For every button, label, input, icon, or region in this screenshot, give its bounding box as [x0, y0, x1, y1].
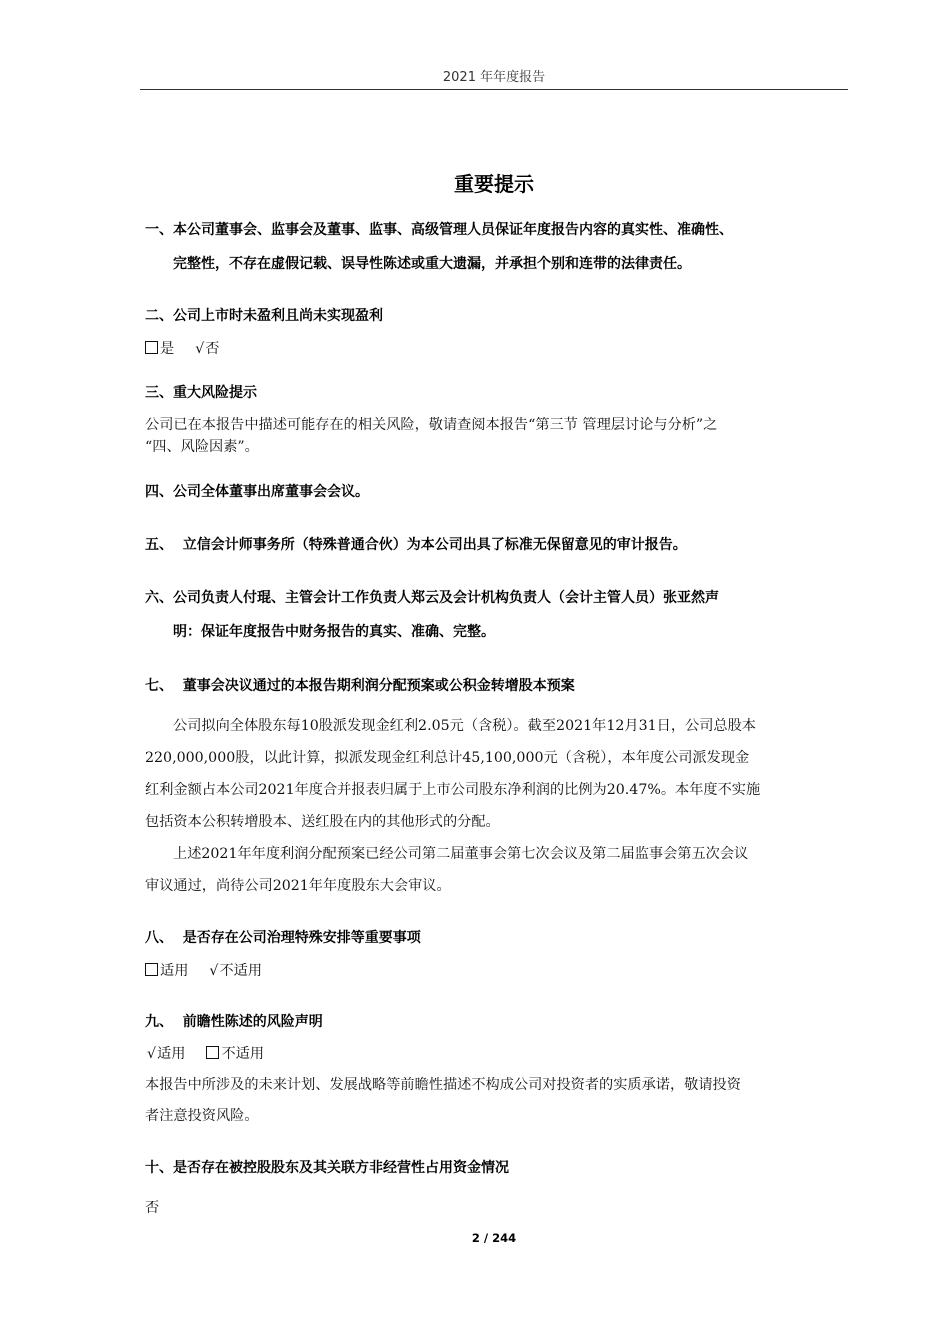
section-2-heading: 二、公司上市时未盈利且尚未实现盈利: [145, 308, 383, 324]
section-7-para-2-line-2: 审议通过，尚待公司2021年年度股东大会审议。: [145, 878, 451, 894]
section-2-options: [145, 338, 219, 358]
option-not-applicable-label: 不适用: [219, 963, 263, 979]
checkbox-unchecked-icon: [145, 341, 158, 354]
section-3-line-2: “四、风险因素”。: [145, 439, 259, 455]
section-7-para-1-line-4: 包括资本公积转增股本、送红股在内的其他形式的分配。: [145, 814, 500, 830]
section-3-line-1: 公司已在本报告中描述可能存在的相关风险，敬请查阅本报告“第三节 管理层讨论与分析”之: [145, 417, 718, 433]
header-divider: [140, 89, 848, 90]
checkbox-unchecked-icon: [206, 1046, 219, 1059]
section-8-heading: 八、 是否存在公司治理特殊安排等重要事项: [145, 930, 421, 946]
option-applicable-label: 适用: [160, 963, 189, 979]
section-5-heading: 五、 立信会计师事务所（特殊普通合伙）为本公司出具了标准无保留意见的审计报告。: [145, 537, 687, 553]
section-1-line-1: 一、本公司董事会、监事会及董事、监事、高级管理人员保证年度报告内容的真实性、准确性、: [145, 222, 733, 238]
checkbox-unchecked-icon: [145, 963, 158, 976]
section-9-options: [147, 1043, 264, 1063]
option-applicable-label: 适用: [157, 1046, 186, 1062]
section-9-heading: 九、 前瞻性陈述的风险声明: [145, 1014, 323, 1030]
section-10-answer: 否: [145, 1200, 160, 1216]
option-yes-label: 是: [160, 341, 175, 357]
page-number: 2 / 244: [471, 1231, 517, 1245]
section-3-heading: 三、重大风险提示: [145, 385, 257, 401]
section-7-para-2-line-1: 上述2021年年度利润分配预案已经公司第二届董事会第七次会议及第二届监事会第五次会议: [173, 846, 749, 862]
section-8-options: [145, 960, 262, 980]
checkmark-icon: √: [147, 1046, 157, 1062]
section-9-line-1: 本报告中所涉及的未来计划、发展战略等前瞻性描述不构成公司对投资者的实质承诺，敬请投资: [145, 1077, 741, 1093]
section-7-para-1-line-3: 红利金额占本公司2021年度合并报表归属于上市公司股东净利润的比例为20.47%。本年度不实施: [145, 782, 761, 798]
option-no-label: 否: [205, 341, 220, 357]
page-title: 重要提示: [454, 172, 534, 196]
section-9-line-2: 者注意投资风险。: [145, 1108, 259, 1124]
section-7-para-1-line-2: 220,000,000股，以此计算，拟派发现金红利总计45,100,000元（含税），本年度公司派发现金: [145, 750, 750, 766]
section-6-line-1: 六、公司负责人付琨、主管会计工作负责人郑云及会计机构负责人（会计主管人员）张亚然声: [145, 590, 719, 606]
section-10-heading: 十、是否存在被控股股东及其关联方非经营性占用资金情况: [145, 1160, 509, 1176]
checkmark-icon: √: [209, 963, 219, 979]
option-not-applicable-label: 不适用: [221, 1046, 265, 1062]
section-6-line-2: 明：保证年度报告中财务报告的真实、准确、完整。: [173, 624, 495, 640]
section-7-para-1-line-1: 公司拟向全体股东每10股派发现金红利2.05元（含税）。截至2021年12月31日，公司总股本: [173, 718, 756, 734]
section-1-line-2: 完整性，不存在虚假记载、误导性陈述或重大遗漏，并承担个别和连带的法律责任。: [173, 256, 691, 272]
running-header: 2021 年年度报告: [442, 70, 546, 85]
section-4-heading: 四、公司全体董事出席董事会会议。: [145, 484, 369, 500]
section-7-heading: 七、 董事会决议通过的本报告期利润分配预案或公积金转增股本预案: [145, 678, 575, 694]
checkmark-icon: √: [195, 341, 205, 357]
